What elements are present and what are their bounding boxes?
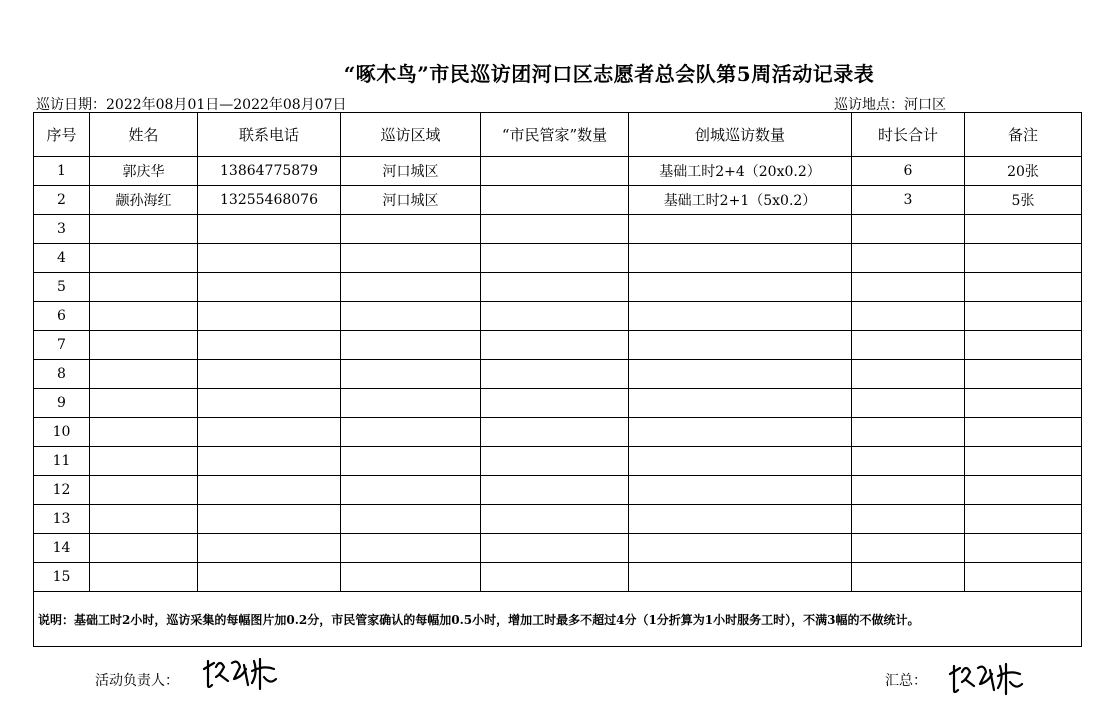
cell-steward-count [481, 534, 629, 563]
cell-remarks: 20张 [965, 157, 1082, 186]
cell-total-hours [852, 534, 965, 563]
cell-name [90, 418, 198, 447]
cell-index: 3 [34, 215, 90, 244]
cell-area [341, 534, 481, 563]
table-row [34, 244, 1082, 273]
cell-phone: 13255468076 [198, 186, 341, 215]
cell-index: 6 [34, 302, 90, 331]
cell-steward-count [481, 389, 629, 418]
table-row [34, 534, 1082, 563]
cell-phone [198, 273, 341, 302]
cell-remarks [965, 505, 1082, 534]
cell-phone [198, 476, 341, 505]
cell-total-hours: 3 [852, 186, 965, 215]
cell-name [90, 302, 198, 331]
cell-area: 河口城区 [341, 186, 481, 215]
cell-total-hours [852, 563, 965, 592]
cell-visit-count [629, 447, 852, 476]
cell-index: 15 [34, 563, 90, 592]
cell-visit-count [629, 302, 852, 331]
header-index: 序号 [34, 113, 90, 157]
cell-index: 14 [34, 534, 90, 563]
header-remarks: 备注 [965, 113, 1082, 157]
cell-steward-count [481, 215, 629, 244]
cell-remarks [965, 418, 1082, 447]
cell-name [90, 389, 198, 418]
summary-label: 汇总： [885, 673, 927, 689]
cell-visit-count [629, 215, 852, 244]
cell-index: 7 [34, 331, 90, 360]
table-row [34, 418, 1082, 447]
cell-name [90, 505, 198, 534]
cell-total-hours [852, 476, 965, 505]
cell-name [90, 244, 198, 273]
cell-area [341, 244, 481, 273]
cell-index: 8 [34, 360, 90, 389]
cell-area: 河口城区 [341, 157, 481, 186]
cell-steward-count [481, 563, 629, 592]
cell-visit-count [629, 418, 852, 447]
cell-area [341, 563, 481, 592]
cell-name [90, 273, 198, 302]
cell-index: 9 [34, 389, 90, 418]
header-total-hours: 时长合计 [852, 113, 965, 157]
cell-visit-count: 基础工时2+4（20x0.2） [629, 157, 852, 186]
cell-remarks [965, 476, 1082, 505]
cell-area [341, 447, 481, 476]
cell-name: 郭庆华 [90, 157, 198, 186]
cell-steward-count [481, 273, 629, 302]
header-steward-count: “市民管家”数量 [481, 113, 629, 157]
cell-index: 4 [34, 244, 90, 273]
cell-phone [198, 389, 341, 418]
cell-area [341, 476, 481, 505]
cell-remarks [965, 447, 1082, 476]
cell-total-hours [852, 331, 965, 360]
cell-area [341, 389, 481, 418]
cell-remarks [965, 215, 1082, 244]
cell-remarks [965, 302, 1082, 331]
cell-steward-count [481, 476, 629, 505]
cell-name [90, 360, 198, 389]
table-row [34, 331, 1082, 360]
cell-index: 2 [34, 186, 90, 215]
cell-name [90, 447, 198, 476]
summary-signature [944, 660, 1026, 700]
table-row [34, 186, 1082, 215]
header-visit-count: 创城巡访数量 [629, 113, 852, 157]
cell-visit-count [629, 389, 852, 418]
cell-total-hours [852, 447, 965, 476]
table-row [34, 563, 1082, 592]
cell-index: 13 [34, 505, 90, 534]
visit-location: 巡访地点：河口区 [834, 97, 946, 113]
cell-area [341, 360, 481, 389]
cell-total-hours [852, 215, 965, 244]
cell-visit-count [629, 505, 852, 534]
cell-visit-count [629, 360, 852, 389]
cell-area [341, 215, 481, 244]
table-row [34, 302, 1082, 331]
table-row [34, 447, 1082, 476]
cell-total-hours: 6 [852, 157, 965, 186]
cell-remarks [965, 244, 1082, 273]
cell-remarks [965, 273, 1082, 302]
cell-name [90, 476, 198, 505]
cell-phone [198, 447, 341, 476]
cell-phone [198, 534, 341, 563]
cell-name [90, 563, 198, 592]
cell-visit-count [629, 273, 852, 302]
cell-remarks [965, 534, 1082, 563]
cell-steward-count [481, 244, 629, 273]
table-row [34, 215, 1082, 244]
header-area: 巡访区域 [341, 113, 481, 157]
cell-phone [198, 215, 341, 244]
visit-date-range: 巡访日期：2022年08月01日—2022年08月07日 [36, 97, 347, 113]
cell-area [341, 505, 481, 534]
cell-index: 5 [34, 273, 90, 302]
activity-leader-label: 活动负责人： [95, 673, 179, 689]
cell-total-hours [852, 302, 965, 331]
table-row [34, 157, 1082, 186]
table-row [34, 360, 1082, 389]
cell-remarks [965, 360, 1082, 389]
cell-phone [198, 505, 341, 534]
cell-name [90, 534, 198, 563]
note-text: 说明：基础工时2小时，巡访采集的每幅图片加0.2分，市民管家确认的每幅加0.5小时，增加工时最多不超过4分（1分折算为1小时服务工时），不满3幅的不做统计。 [34, 592, 1082, 647]
cell-phone [198, 244, 341, 273]
cell-index: 10 [34, 418, 90, 447]
header-phone: 联系电话 [198, 113, 341, 157]
cell-phone [198, 331, 341, 360]
document-title: “啄木鸟”市民巡访团河口区志愿者总会队第5周活动记录表 [343, 62, 875, 86]
cell-visit-count [629, 563, 852, 592]
cell-area [341, 302, 481, 331]
table-row [34, 505, 1082, 534]
cell-index: 12 [34, 476, 90, 505]
cell-steward-count [481, 505, 629, 534]
cell-index: 11 [34, 447, 90, 476]
header-name: 姓名 [90, 113, 198, 157]
cell-visit-count: 基础工时2+1（5x0.2） [629, 186, 852, 215]
cell-remarks: 5张 [965, 186, 1082, 215]
cell-index: 1 [34, 157, 90, 186]
cell-steward-count [481, 331, 629, 360]
cell-steward-count [481, 302, 629, 331]
cell-phone [198, 563, 341, 592]
note-row [34, 592, 1082, 647]
cell-name [90, 215, 198, 244]
cell-visit-count [629, 476, 852, 505]
cell-total-hours [852, 360, 965, 389]
cell-total-hours [852, 389, 965, 418]
cell-steward-count [481, 447, 629, 476]
cell-area [341, 418, 481, 447]
cell-area [341, 273, 481, 302]
cell-phone [198, 302, 341, 331]
cell-phone: 13864775879 [198, 157, 341, 186]
table-header-row [34, 113, 1082, 157]
cell-remarks [965, 563, 1082, 592]
cell-total-hours [852, 418, 965, 447]
cell-area [341, 331, 481, 360]
cell-name [90, 331, 198, 360]
cell-phone [198, 418, 341, 447]
cell-visit-count [629, 244, 852, 273]
cell-steward-count [481, 418, 629, 447]
cell-visit-count [629, 331, 852, 360]
cell-visit-count [629, 534, 852, 563]
activity-record-table [33, 112, 1082, 647]
cell-total-hours [852, 273, 965, 302]
cell-remarks [965, 331, 1082, 360]
table-row [34, 476, 1082, 505]
cell-steward-count [481, 360, 629, 389]
table-row [34, 273, 1082, 302]
cell-steward-count [481, 157, 629, 186]
table-row [34, 389, 1082, 418]
cell-remarks [965, 389, 1082, 418]
cell-phone [198, 360, 341, 389]
leader-signature [198, 655, 280, 695]
cell-steward-count [481, 186, 629, 215]
cell-total-hours [852, 244, 965, 273]
cell-total-hours [852, 505, 965, 534]
cell-name: 颛孙海红 [90, 186, 198, 215]
